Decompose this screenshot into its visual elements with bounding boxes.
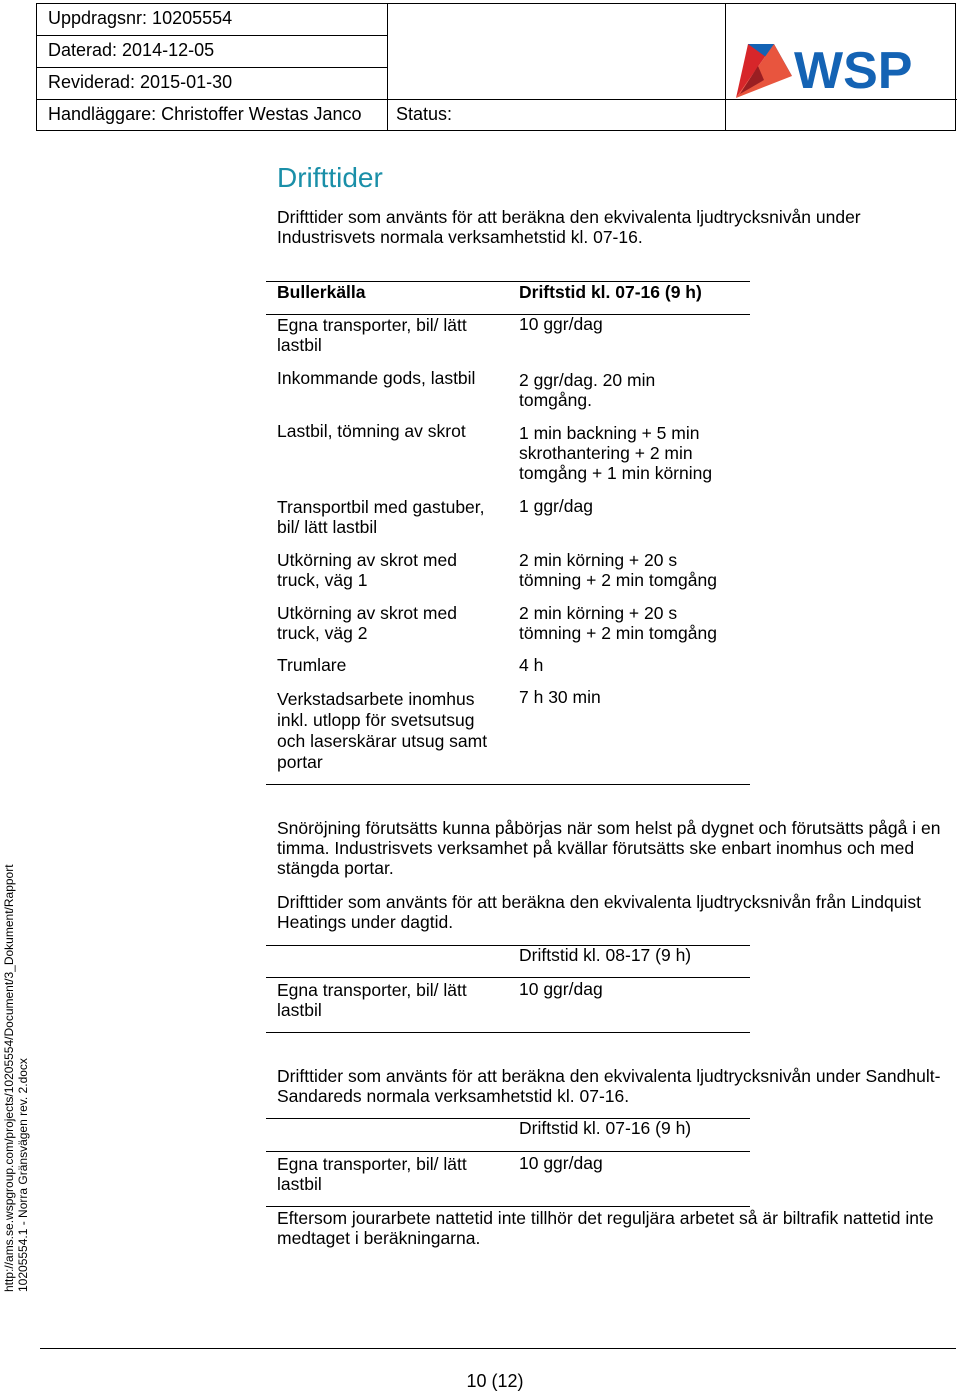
date-revised: Reviderad: 2015-01-30 — [48, 72, 233, 92]
table-cell-source: Inkommande gods, lastbil — [277, 368, 476, 388]
sandhult-paragraph: Drifttider som använts för att beräkna den ekvivalenta ljudtrycksnivån under Sandhult-Sandareds normala verksamhetstid kl. 07-16. — [277, 1066, 941, 1106]
night-paragraph: Eftersom jourarbete nattetid inte tillhör det reguljära arbetet så är biltrafik nattetid inte medtaget i beräkningarna. — [277, 1208, 934, 1248]
header-divider — [37, 99, 725, 100]
table-cell-time: 2 min körning + 20 s tömning + 2 min tomgång — [519, 603, 717, 643]
intro-paragraph: Drifttider som använts för att beräkna den ekvivalenta ljudtrycksnivån under Industrisvets normala verksamhetstid kl. 07-16. — [277, 207, 861, 247]
table-cell-source: Egna transporter, bil/ lätt lastbil — [277, 1154, 467, 1194]
table-cell-time: 10 ggr/dag — [519, 979, 603, 999]
table-rule — [266, 1151, 750, 1152]
table-cell-source: Transportbil med gastuber, bil/ lätt lastbil — [277, 497, 485, 537]
table-cell-source: Utkörning av skrot med truck, väg 1 — [277, 550, 457, 590]
date-dated: Daterad: 2014-12-05 — [48, 40, 215, 60]
table-cell-source: Utkörning av skrot med truck, väg 2 — [277, 603, 457, 643]
table-cell-time: 4 h — [519, 655, 544, 675]
header-divider — [725, 4, 726, 130]
page-title: Drifttider — [277, 162, 383, 193]
page-number: 10 (12) — [466, 1371, 524, 1391]
table-rule — [266, 945, 750, 946]
assignment-number: Uppdragsnr: 10205554 — [48, 8, 233, 28]
status-label: Status: — [396, 104, 453, 124]
header-divider — [37, 67, 387, 68]
table-cell-source: Egna transporter, bil/ lätt lastbil — [277, 315, 467, 355]
snow-paragraph: Snöröjning förutsätts kunna påbörjas när som helst på dygnet och förutsätts pågå i en timma. Industrisvets verksamhet på kvällar förutsätts ske enbart inomhus och med stängda portar. — [277, 818, 941, 878]
table-cell-time: 7 h 30 min — [519, 687, 601, 707]
column-header-time: Driftstid kl. 07-16 (9 h) — [519, 1118, 692, 1138]
table-cell-time: 1 min backning + 5 min skrothantering + 2 min tomgång + 1 min körning — [519, 423, 713, 483]
table-cell-source: Verkstadsarbete inomhus inkl. utlopp för svetsutsug och laserskärar utsug samt portar — [277, 689, 488, 772]
column-header-source: Bullerkälla — [277, 282, 366, 302]
table-rule — [266, 784, 750, 785]
sidebar-filename: 10205554.1 - Norra Gränsvägen rev. 2.docx — [16, 1058, 30, 1292]
column-header-time: Driftstid kl. 07-16 (9 h) — [519, 282, 702, 302]
table-rule — [266, 977, 750, 978]
svg-text:WSP: WSP — [794, 42, 913, 100]
table-cell-time: 2 ggr/dag. 20 min tomgång. — [519, 370, 656, 410]
footer-rule — [40, 1348, 956, 1349]
table-cell-time: 1 ggr/dag — [519, 496, 593, 516]
header-divider — [37, 35, 387, 36]
header-divider — [387, 4, 388, 130]
handler: Handläggare: Christoffer Westas Janco — [48, 104, 362, 124]
table-cell-time: 10 ggr/dag — [519, 314, 603, 334]
lindquist-paragraph: Drifttider som använts för att beräkna den ekvivalenta ljudtrycksnivån från Lindquist Heatings under dagtid. — [277, 892, 921, 932]
column-header-time: Driftstid kl. 08-17 (9 h) — [519, 945, 692, 965]
table-cell-source: Egna transporter, bil/ lätt lastbil — [277, 980, 467, 1020]
table-cell-source: Trumlare — [277, 655, 347, 675]
table-cell-time: 2 min körning + 20 s tömning + 2 min tomgång — [519, 550, 717, 590]
table-cell-source: Lastbil, tömning av skrot — [277, 421, 466, 441]
sidebar-url: http://ams.se.wspgroup.com/projects/10205554/Document/3_Dokument/Rapport — [2, 864, 16, 1292]
wsp-logo-icon — [734, 36, 920, 100]
table-rule — [266, 1032, 750, 1033]
table-rule — [266, 1206, 750, 1207]
table-cell-time: 10 ggr/dag — [519, 1153, 603, 1173]
